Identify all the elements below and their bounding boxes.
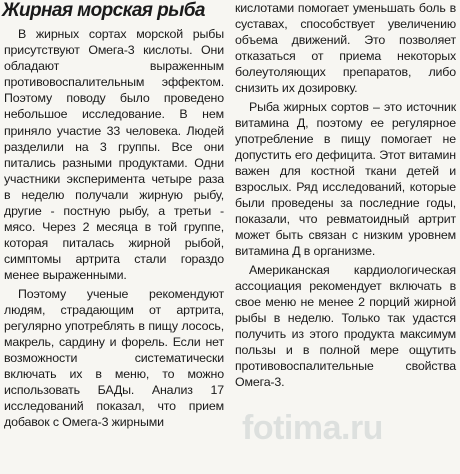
- article-paragraph: Рыба жирных сортов – это источник витамина Д, поэтому ее регулярное употребление в пищу помогает не допустить его дефицита. Этот витамин важен для костной ткани детей и взрослых. Ряд исследований, которые были проведены за последние годы, показали, что ревматоидный артрит может быть связан с низким уровнем витамина Д в организме.: [235, 99, 456, 259]
- article-column-left: [4, 26, 224, 430]
- article-paragraph: В жирных сортах морской рыбы присутствуют Омега-3 кислоты. Они обладают выраженным противовоспалительным эффектом. Поэтому поводу было проведено небольшое исследование. В нем приняло участие 33 человека. Людей разделили на 3 группы. Все они питались разными продуктами. Одни участники эксперимента четыре раза в неделю получали жирную рыбу, другие - постную рыбу, а третьи - мясо. Через 2 месяца в той группе, которая питалась жирной рыбой, симптомы артрита стали гораздо менее выраженными.: [4, 27, 224, 283]
- article-title: Жирная морская рыба: [2, 0, 205, 21]
- article-paragraph: Поэтому ученые рекомендуют людям, страдающим от артрита, регулярно употреблять в пищу лосось, макрель, сардину и форель. Если нет возможности систематически включать их в меню, то можно использовать БАДы. Анализ 17 исследований показал, что прием добавок с Омега-3 жирными: [4, 286, 224, 430]
- article-column-right: [235, 0, 456, 390]
- article-paragraph: Американская кардиологическая ассоциация рекомендует включать в свое меню не менее 2 порций жирной рыбы в неделю. Только так удастся получить из этого продукта максимум пользы и в полной мере ощутить противовоспалительные свойства Омега-3.: [235, 262, 456, 390]
- watermark: fotima.ru: [242, 409, 383, 447]
- article-paragraph: кислотами помогает уменьшать боль в суставах, способствует увеличению объема движений. Это позволяет отказаться от приема некоторых болеутоляющих препаратов, либо снизить их дозировку.: [235, 1, 456, 96]
